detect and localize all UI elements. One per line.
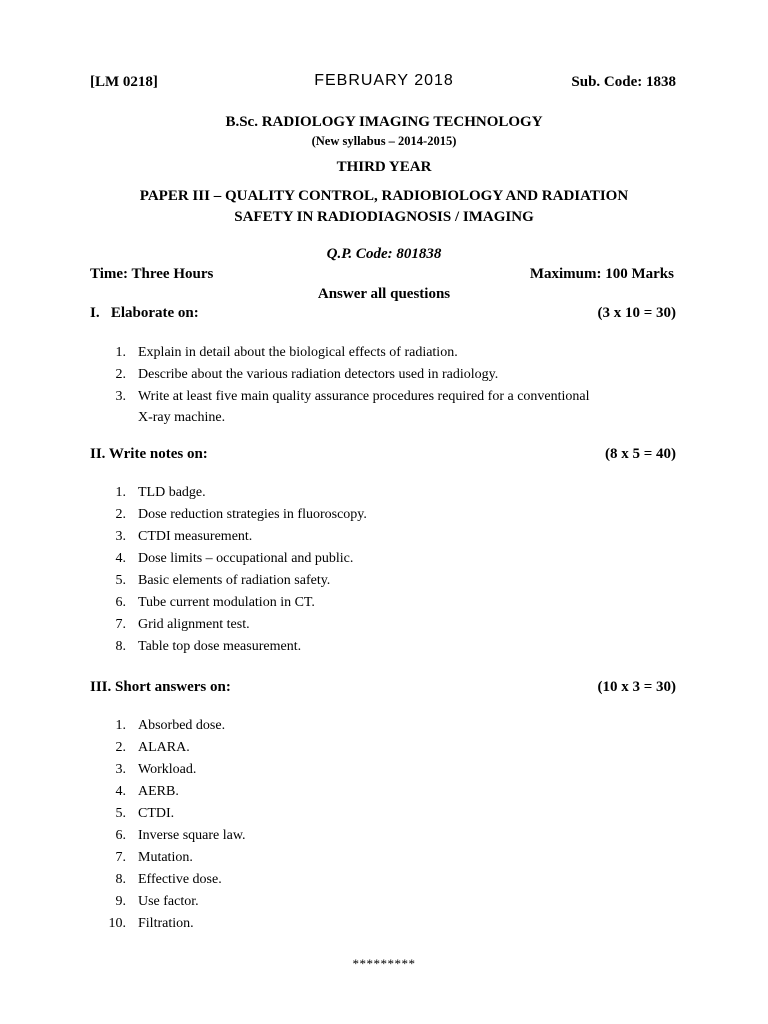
section-1-marks: (3 x 10 = 30) bbox=[597, 305, 676, 321]
question-text: ALARA. bbox=[138, 740, 190, 755]
paper-title-line-1: PAPER III – QUALITY CONTROL, RADIOBIOLOGY AND RADIATION bbox=[139, 188, 629, 204]
question-text: Describe about the various radiation detectors used in radiology. bbox=[138, 367, 499, 382]
syllabus-note: (New syllabus – 2014-2015) bbox=[311, 134, 457, 148]
question-text: Use factor. bbox=[138, 894, 199, 909]
question-number: 7. bbox=[115, 850, 126, 865]
section-2-marks: (8 x 5 = 40) bbox=[604, 446, 676, 462]
section-2-questions bbox=[0, 483, 598, 659]
question-text: Dose reduction strategies in fluoroscopy. bbox=[138, 507, 367, 522]
question-number: 1. bbox=[115, 485, 126, 500]
question-text: CTDI. bbox=[138, 806, 175, 821]
question-text: AERB. bbox=[138, 784, 179, 799]
question-number: 2. bbox=[115, 507, 126, 522]
question-number: 4. bbox=[115, 784, 126, 799]
question-number: 5. bbox=[115, 806, 126, 821]
question-number: 1. bbox=[115, 345, 126, 360]
list-item bbox=[0, 848, 598, 869]
list-item bbox=[0, 782, 598, 803]
question-number: 3. bbox=[115, 389, 126, 404]
list-item bbox=[0, 826, 598, 847]
question-number: 10. bbox=[108, 916, 126, 931]
question-text: Tube current modulation in CT. bbox=[138, 595, 315, 610]
question-text: Mutation. bbox=[138, 850, 193, 865]
question-number: 2. bbox=[115, 367, 126, 382]
end-of-paper-stars: ********* bbox=[352, 956, 416, 971]
question-text: Table top dose measurement. bbox=[138, 639, 302, 654]
list-item bbox=[0, 365, 598, 386]
instruction: Answer all questions bbox=[317, 286, 451, 302]
list-item bbox=[0, 387, 598, 428]
paper-title-line-2: SAFETY IN RADIODIAGNOSIS / IMAGING bbox=[234, 209, 534, 225]
subject-code: Sub. Code: 1838 bbox=[571, 74, 676, 90]
question-number: 4. bbox=[115, 551, 126, 566]
question-text: Grid alignment test. bbox=[138, 617, 250, 632]
question-text: Effective dose. bbox=[138, 872, 222, 887]
section-1-questions bbox=[0, 343, 598, 430]
question-number: 9. bbox=[115, 894, 126, 909]
section-1-title: I. Elaborate on: bbox=[90, 305, 199, 321]
lm-code: [LM 0218] bbox=[90, 74, 158, 90]
question-text: TLD badge. bbox=[138, 485, 206, 500]
list-item bbox=[0, 505, 598, 526]
maximum-marks: Maximum: 100 Marks bbox=[529, 266, 674, 282]
list-item bbox=[0, 483, 598, 504]
list-item bbox=[0, 343, 598, 364]
question-text: Basic elements of radiation safety. bbox=[138, 573, 331, 588]
section-3-title: III. Short answers on: bbox=[90, 679, 231, 695]
question-text: CTDI measurement. bbox=[138, 529, 253, 544]
question-text: Explain in detail about the biological effects of radiation. bbox=[138, 345, 458, 360]
question-text: Write at least five main quality assurance procedures required for a conventional X-ray machine. bbox=[138, 389, 590, 425]
question-number: 2. bbox=[115, 740, 126, 755]
section-3-marks: (10 x 3 = 30) bbox=[597, 679, 676, 695]
list-item bbox=[0, 637, 598, 658]
list-item bbox=[0, 571, 598, 592]
question-text: Absorbed dose. bbox=[138, 718, 226, 733]
list-item bbox=[0, 892, 598, 913]
list-item bbox=[0, 760, 598, 781]
question-text: Filtration. bbox=[138, 916, 194, 931]
exam-month-year: FEBRUARY 2018 bbox=[314, 72, 454, 89]
list-item bbox=[0, 804, 598, 825]
course-title: B.Sc. RADIOLOGY IMAGING TECHNOLOGY bbox=[225, 114, 543, 130]
question-text: Workload. bbox=[138, 762, 197, 777]
exam-duration: Time: Three Hours bbox=[90, 266, 214, 282]
list-item bbox=[0, 593, 598, 614]
question-number: 8. bbox=[115, 872, 126, 887]
question-number: 7. bbox=[115, 617, 126, 632]
list-item bbox=[0, 870, 598, 891]
list-item bbox=[0, 549, 598, 570]
list-item bbox=[0, 527, 598, 548]
section-2-title: II. Write notes on: bbox=[90, 446, 208, 462]
question-number: 6. bbox=[115, 828, 126, 843]
qp-code: Q.P. Code: 801838 bbox=[326, 246, 442, 262]
question-number: 1. bbox=[115, 718, 126, 733]
list-item bbox=[0, 716, 598, 737]
question-number: 8. bbox=[115, 639, 126, 654]
question-number: 6. bbox=[115, 595, 126, 610]
year-title: THIRD YEAR bbox=[336, 159, 432, 175]
question-number: 3. bbox=[115, 762, 126, 777]
question-text: Inverse square law. bbox=[138, 828, 246, 843]
list-item bbox=[0, 615, 598, 636]
question-text: Dose limits – occupational and public. bbox=[138, 551, 354, 566]
question-number: 5. bbox=[115, 573, 126, 588]
question-number: 3. bbox=[115, 529, 126, 544]
section-3-questions bbox=[0, 716, 598, 936]
list-item bbox=[0, 914, 598, 935]
list-item bbox=[0, 738, 598, 759]
